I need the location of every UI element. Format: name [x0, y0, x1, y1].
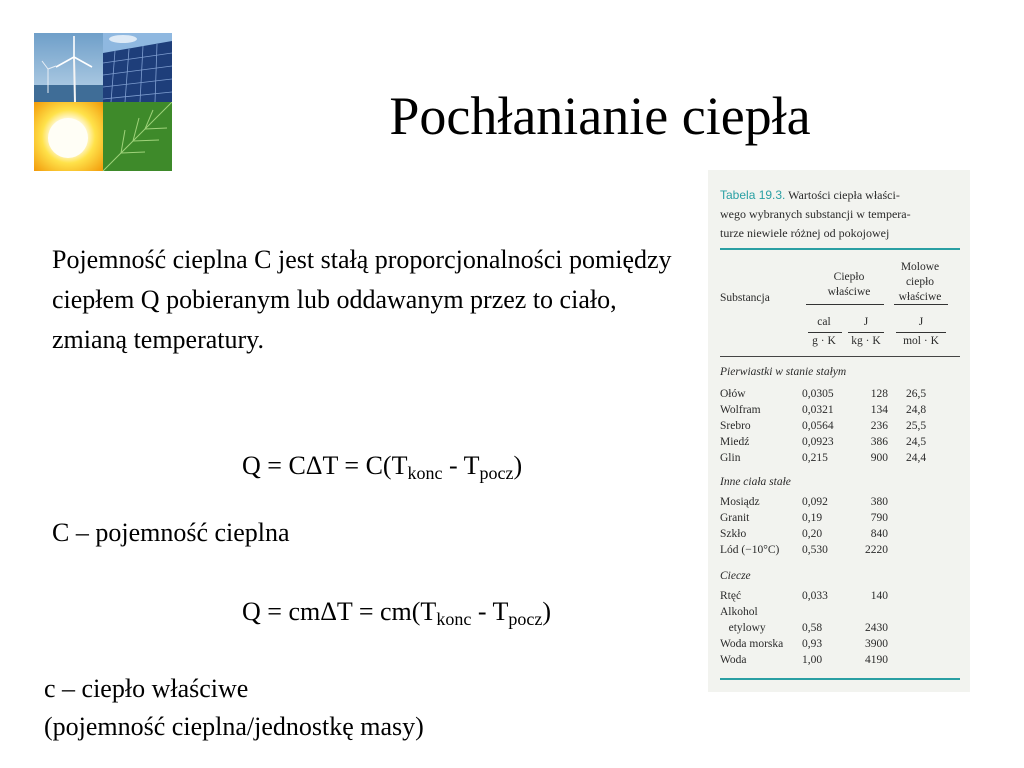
table-row: Woda morska 0,93 3900: [720, 638, 888, 650]
table-row: Szkło 0,20 840: [720, 528, 888, 540]
table-row: Srebro 0,0564 236 25,5: [720, 420, 927, 432]
section-title: Inne ciała stałe: [720, 476, 791, 488]
equation-specific-heat: $Q = cm\Delta T = cm(T_{konc} - T_{pocz})$: [242, 597, 552, 629]
header-specific-heat: Ciepło właściwe: [827, 271, 871, 298]
fraction-bar: [848, 332, 884, 333]
table-caption-label: Tabela 19.3.: [720, 188, 786, 202]
unit-cal: cal: [817, 316, 831, 328]
unit-molk: mol · K: [903, 335, 939, 347]
table-row: Granit 0,19 790: [720, 512, 888, 524]
energy-logo: [34, 33, 172, 171]
heat-capacity-definition: Pojemność cieplna C jest stałą proporcjonalności pomiędzy ciepłem Q pobieranym lub oddawanym przez to ciało, zmianą temperatury.: [52, 245, 672, 354]
heat-capacity-label: C – pojemność cieplna: [52, 518, 290, 547]
header-underline: [894, 304, 948, 305]
table-row: Lód (−10°C) 0,530 2220: [720, 544, 888, 556]
table-caption: Tabela 19.3. Wartości ciepła właści- wego wybranych substancji w tempera- turze niewiele różnej od pokojowej: [720, 188, 911, 240]
table-row: Ołów 0,0305 128 26,5: [720, 388, 927, 400]
specific-heat-line1: c – ciepło właściwe: [44, 674, 249, 703]
leaf-icon: [103, 102, 172, 171]
header-substance: Substancja: [720, 292, 770, 304]
table-rule: [720, 678, 960, 680]
table-row: Mosiądz 0,092 380: [720, 496, 888, 508]
table-row: Woda 1,00 4190: [720, 654, 888, 666]
table-row: Glin 0,215 900 24,4: [720, 452, 927, 464]
table-row: Alkohol: [720, 606, 758, 618]
fraction-bar: [896, 332, 946, 333]
section-title: Pierwiastki w stanie stałym: [720, 366, 847, 378]
table-rule: [720, 248, 960, 250]
table-rule: [720, 356, 960, 357]
fraction-bar: [808, 332, 842, 333]
unit-gk: g · K: [812, 335, 836, 347]
unit-kgk: kg · K: [851, 335, 881, 347]
section-title: Ciecze: [720, 570, 751, 582]
table-row: etylowy 0,58 2430: [720, 622, 888, 634]
specific-heat-table: [708, 170, 970, 692]
equation-heat-capacity: $Q = C\Delta T = C(T_{konc} - T_{pocz})$: [242, 451, 523, 483]
unit-j-mol: J: [918, 316, 924, 328]
table-row: Wolfram 0,0321 134 24,8: [720, 404, 927, 416]
unit-j: J: [863, 316, 869, 328]
slide-title: Pochłanianie ciepła: [389, 86, 811, 146]
header-underline: [806, 304, 884, 305]
specific-heat-label: [44, 670, 424, 746]
wind-turbine-icon: [34, 33, 103, 102]
solar-panel-icon: [103, 33, 172, 102]
table-row: Miedź 0,0923 386 24,5: [720, 436, 927, 448]
header-molar-heat: Molowe ciepło właściwe: [898, 261, 942, 303]
table-row: Rtęć 0,033 140: [720, 590, 888, 602]
sun-icon: [34, 102, 103, 171]
specific-heat-line2: (pojemność cieplna/jednostkę masy): [44, 712, 424, 741]
